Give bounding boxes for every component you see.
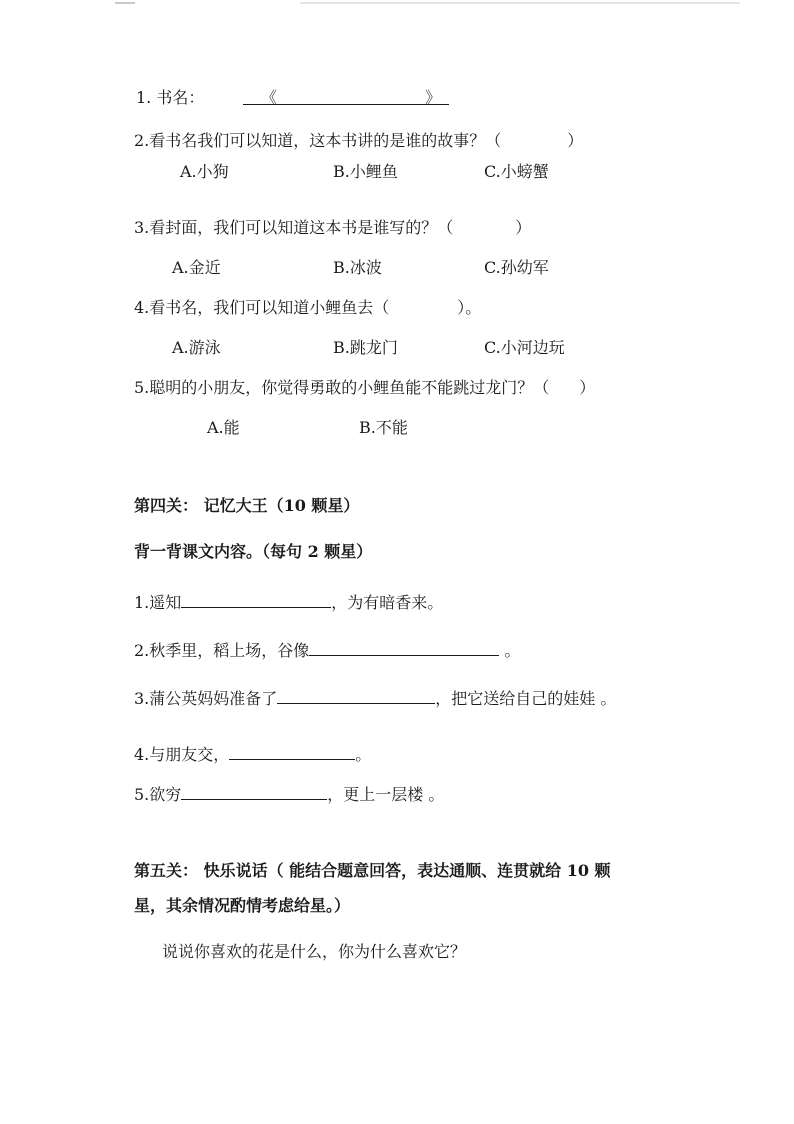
option-a: A.能 [207,418,240,437]
question-text: 4.看书名，我们可以知道小鲤鱼去（ [134,298,390,317]
answer-blank[interactable] [309,640,499,656]
book-name-label: 1. 书名： [136,88,205,107]
level-5-title-line-1: 第五关： 快乐说话（ 能结合题意回答，表达通顺、连贯就给 10 颗 [134,861,611,880]
option-b: B.跳龙门 [333,338,398,357]
answer-blank[interactable] [229,744,355,760]
question-text: 5.聪明的小朋友，你觉得勇敢的小鲤鱼能不能跳过龙门？（ [134,378,550,397]
answer-blank[interactable] [181,592,331,608]
recite-item-2 [134,640,520,661]
option-a: A.游泳 [172,338,221,357]
recite-item-1 [134,592,443,613]
option-a: A.金近 [172,258,221,277]
option-b: B.不能 [359,418,408,437]
recite-text-after: ，为有暗香来。 [331,593,444,612]
recite-text-before: 4.与朋友交， [134,745,230,764]
question-close-paren: ） [515,218,532,237]
question-text: 3.看封面，我们可以知道这本书是谁写的？（ [134,218,454,237]
recite-text-before: 5.欲穷 [134,785,182,804]
question-close-paren: ） [567,131,584,150]
option-a: A.小狗 [180,162,229,181]
speaking-prompt: 说说你喜欢的花是什么，你为什么喜欢它？ [162,942,467,961]
level-5-title-line-2: 星，其余情况酌情考虑给星。） [134,896,351,915]
recite-text-before: 2.秋季里，稻上场，谷像 [134,641,310,660]
answer-blank[interactable] [181,784,327,800]
question-2 [134,131,583,151]
recite-text-after: ，把它送给自己的娃娃 。 [435,689,617,708]
level-4-title: 第四关： 记忆大王（10 颗星） [134,496,360,515]
level-4-instruction: 背一背课文内容。（每句 2 颗星） [134,542,373,561]
scan-speck [115,2,135,4]
recite-text-after: ，更上一层楼 。 [327,785,445,804]
recite-item-4 [134,744,371,765]
question-4 [134,298,481,318]
recite-item-3 [134,688,616,709]
question-5 [134,378,595,398]
book-close-mark: 》 [424,88,441,107]
question-3 [134,218,531,238]
recite-text-before: 1.遥知 [134,593,182,612]
question-close-paren: ） [579,378,596,397]
book-open-mark: 《 [261,88,278,107]
option-b: B.小鲤鱼 [333,162,398,181]
scan-speck [300,2,740,4]
option-c: C.小螃蟹 [484,162,549,181]
recite-text-before: 3.蒲公英妈妈准备了 [134,689,278,708]
question-close-paren: ）。 [457,298,482,317]
book-name-line [136,88,204,108]
option-c: C.小河边玩 [484,338,565,357]
option-b: B.冰波 [333,258,382,277]
option-c: C.孙幼军 [484,258,549,277]
recite-text-after: 。 [355,745,372,764]
recite-text-after: 。 [499,641,521,660]
question-text: 2.看书名我们可以知道，这本书讲的是谁的故事？（ [134,131,502,150]
book-name-blank [243,88,449,105]
answer-blank[interactable] [277,688,435,704]
recite-item-5 [134,784,444,805]
